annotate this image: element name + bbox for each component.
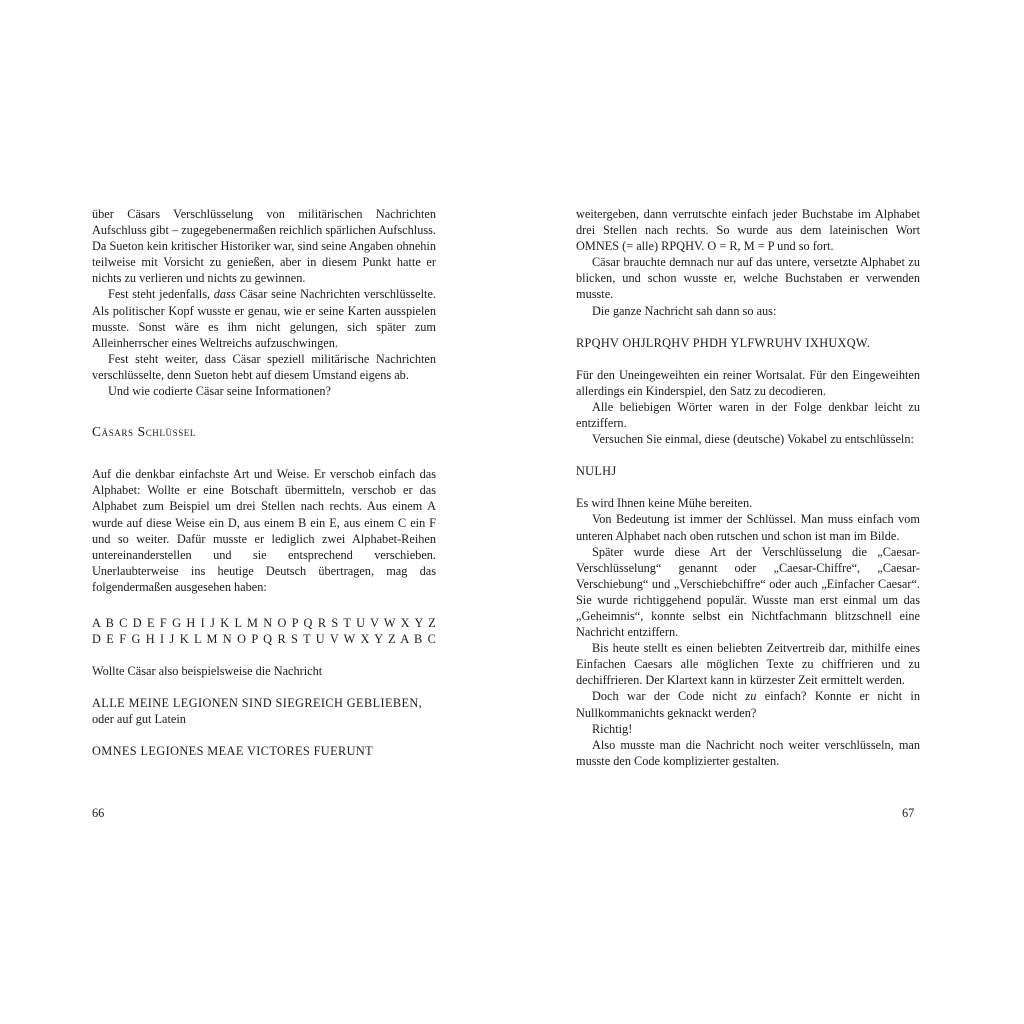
section-heading: Cäsars Schlüssel <box>92 424 197 440</box>
paragraph: Es wird Ihnen keine Mühe bereiten. <box>576 496 753 511</box>
emphasis: dass <box>213 287 236 302</box>
paragraph: Also musste man die Nachricht noch weiter verschlüsseln, man musste den Code komplizierter gestalten. <box>576 737 920 768</box>
paragraph: Von Bedeutung ist immer der Schlüssel. Man muss einfach vom unteren Alphabet nach oben rutschen und schon ist man im Bilde. <box>576 512 920 543</box>
text-span: einfach? Konnte er nicht in Nullkommanichts geknackt werden? <box>576 689 920 720</box>
text-span: Fest steht jedenfalls, <box>107 287 214 302</box>
paragraph: Später wurde diese Art der Verschlüsselung die „Caesar-Verschlüsselung“ genannt oder „Caesar-Chiffre“, „Caesar-Verschiebung“ und „Verschiebchiffre“ oder auch „Einfacher Caesar“. Sie wurde richtiggehend populär. Wusste man erst einmal um das „Geheimnis“, konnte selbst ein Nichtfachmann blitzschnell eine Nachricht entziffern. <box>576 544 920 640</box>
left-page <box>92 206 436 760</box>
message-german: ALLE MEINE LEGIONEN SIND SIEGREICH GEBLIEBEN, <box>92 696 423 711</box>
message-latin: OMNES LEGIONES MEAE VICTORES FUERUNT <box>92 744 374 759</box>
paragraph: über Cäsars Verschlüsselung von militärischen Nachrichten Aufschluss gibt – zugegebenermaßen reichlich spärlichen Aufschluss. Da Sueton kein kritischer Historiker war, sind seine Angaben ohnehin teilweise mit Vorsicht zu genießen, aber in diesem Punkt hatte er nichts zu verlieren und nichts zu gewinnen. <box>92 207 436 286</box>
right-page <box>576 206 920 769</box>
cipher-message: RPQHV OHJLRQHV PHDH YLFWRUHV IXHUXQW. <box>576 335 871 350</box>
paragraph: weitergeben, dann verrutschte einfach jeder Buchstabe im Alphabet drei Stellen nach rechts. So wurde aus dem lateinischen Wort OMNES (= alle) RPQHV. O = R, M = P und so fort. <box>576 207 920 254</box>
paragraph: Versuchen Sie einmal, diese (deutsche) Vokabel zu entschlüsseln: <box>591 432 914 447</box>
paragraph: Für den Uneingeweihten ein reiner Wortsalat. Für den Eingeweihten allerdings ein Kinderspiel, den Satz zu decodieren. <box>576 367 920 398</box>
paragraph: Die ganze Nachricht sah dann so aus: <box>591 303 777 318</box>
page-number-left: 66 <box>92 806 105 820</box>
paragraph: oder auf gut Latein <box>92 712 186 727</box>
paragraph: Wollte Cäsar also beispielsweise die Nachricht <box>92 664 323 679</box>
paragraph: Bis heute stellt es einen beliebten Zeitvertreib dar, mithilfe eines Einfachen Caesars alle möglichen Texte zu chiffrieren und zu dechiffrieren. Der Klartext kann in kürzester Zeit ermittelt werden. <box>576 641 920 688</box>
text-span: Cäsar seine Nachrichten verschlüsselte. Als politischer Kopf wusste er genau, wie er seine Karten ausspielen musste. Sonst wäre es ihm nicht gelungen, sich später zum Alleinherrscher eines Weltreichs aufzuschwingen. <box>92 287 436 350</box>
paragraph: Und wie codierte Cäsar seine Informationen? <box>107 384 331 399</box>
page-number-right: 67 <box>902 806 915 820</box>
text-span: Doch war der Code nicht <box>591 689 746 704</box>
paragraph: Fest steht weiter, dass Cäsar speziell militärische Nachrichten verschlüsselte, denn Sueton hebt auf diesem Umstand eigens ab. <box>92 351 436 382</box>
alphabet-plain: A B C D E F G H I J K L M N O P Q R S T U V W X Y Z <box>92 615 436 630</box>
paragraph: Richtig! <box>591 721 633 736</box>
paragraph: Cäsar brauchte demnach nur auf das untere, versetzte Alphabet zu blicken, und schon wusste er, welche Buchstaben er verwenden musste. <box>576 255 920 302</box>
emphasis: zu <box>745 689 757 704</box>
paragraph <box>92 286 436 350</box>
paragraph: Alle beliebigen Wörter waren in der Folge denkbar leicht zu entziffern. <box>576 399 920 431</box>
cipher-word: NULHJ <box>576 464 617 479</box>
paragraph <box>576 688 920 720</box>
paragraph: Auf die denkbar einfachste Art und Weise. Er verschob einfach das Alphabet: Wollte er eine Botschaft übermitteln, verschob er das Alphabet zum Beispiel um drei Stellen nach rechts. Aus einem A wurde auf diese Weise ein D, aus einem B ein E, aus einem C ein F und so weiter. Dafür musste er lediglich zwei Alphabet-Reihen untereinanderstellen und sie entsprechend verschieben. Unerlaubterweise ins heutige Deutsch übertragen, mag das folgendermaßen ausgesehen haben: <box>92 467 436 594</box>
alphabet-shifted: D E F G H I J K L M N O P Q R S T U V W X Y Z A B C <box>92 632 436 647</box>
